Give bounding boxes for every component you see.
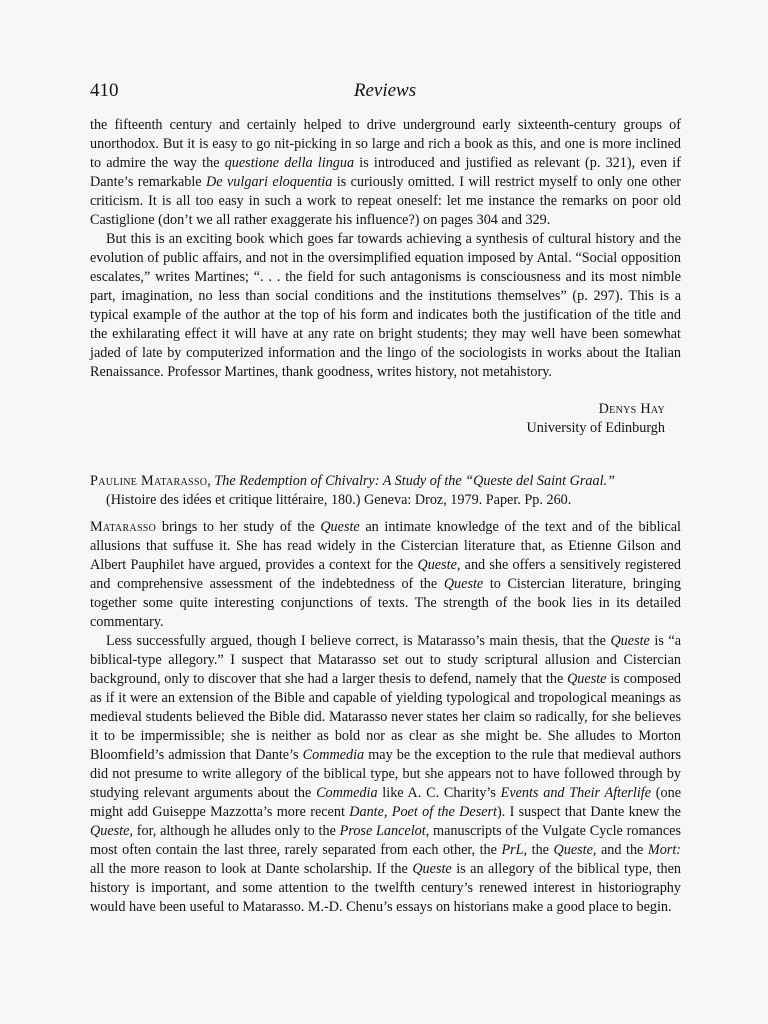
running-title: Reviews xyxy=(353,80,417,101)
review2-citation xyxy=(90,472,681,510)
text-run: Less successfully argued, though I believe correct, is Matarasso’s main thesis, that the xyxy=(106,633,611,649)
review2-paragraph-1 xyxy=(90,518,681,632)
citation-author-title xyxy=(90,472,681,491)
italic-run: PrL, xyxy=(501,842,528,858)
italic-run: Queste xyxy=(443,576,484,592)
small-caps-run: Pauline Matarasso xyxy=(90,473,208,489)
italic-run: Queste xyxy=(567,671,607,687)
italic-run: Queste xyxy=(610,633,650,649)
text-run: is curiously omitted. I will restrict myself to only one other criticism. It is all too easy in such a work to repeat oneself: let me instance the remarks on poor old Castiglione (don’t we all rather exaggerate his influence?) on pages 304 and 329. xyxy=(90,174,682,228)
text-run: But this is an exciting book which goes far towards achieving a synthesis of cultural history and the evolution of public affairs, and not in the oversimplified equation imposed by Antal. “Social opposition escalates,” writes Martines; “. . . the field for such antagonisms is consciousness and its most nimble part, imagination, no less than social conditions and the institutions themselves” (p. 297). This is a typical example of the author at the top of his form and indicates both the justification of the title and the exhilarating effect it will have at any rate on bright students; they may well have been somewhat jaded of late by computerized information and the lingo of the sociologists in works about the Italian Renaissance. Professor Martines, thank goodness, writes history, not metahistory. xyxy=(90,231,681,380)
italic-run: questione della lingua xyxy=(224,155,355,171)
page-body xyxy=(90,116,681,917)
italic-run: Mort: xyxy=(647,842,681,858)
text-run: (one might add Guiseppe Mazzotta’s more recent xyxy=(90,785,682,820)
italic-run: Dante, Poet of the Desert xyxy=(349,804,497,820)
italic-run: Queste xyxy=(320,519,360,535)
page-header xyxy=(90,80,680,104)
text-run: , xyxy=(207,473,215,489)
italic-run: De vulgari eloquentia xyxy=(206,174,333,190)
text-run: may be the exception to the rule that medieval authors did not presume to write allegory of the biblical type, but she appears not to have followed through by studying relevant arguments about the xyxy=(90,747,681,801)
review2-paragraph-2 xyxy=(90,632,681,917)
italic-run: Queste, xyxy=(553,842,597,858)
text-run: like A. C. Charity’s xyxy=(377,785,501,801)
text-run: an intimate knowledge of the text and of the biblical allusions that suffuse it. She has read widely in the Cistercian literature that, as Etienne Gilson and Albert Pauphilet have argued, provides a context for the xyxy=(90,519,682,573)
review1-paragraph-2 xyxy=(90,230,681,382)
text-run: the fifteenth century and certainly helped to drive underground early sixteenth-century groups of unorthodox. But it is easy to go nit-picking in so large and rich a book as this, and one is more inclined to admire the way the xyxy=(90,117,681,171)
italic-run: Commedia xyxy=(302,747,365,763)
reviewer-signature xyxy=(90,400,681,438)
text-run: the xyxy=(527,842,554,858)
italic-run: Queste, xyxy=(90,823,133,839)
reviewer-name: Denys Hay xyxy=(598,401,665,417)
page-number: 410 xyxy=(90,80,119,101)
italic-run: The Redemption of Chivalry: A Study of the “Queste del Saint Graal.” xyxy=(214,473,615,489)
text-run: and the xyxy=(596,842,648,858)
italic-run: Commedia xyxy=(316,785,378,801)
text-run: and she offers a sensitively registered and comprehensive assessment of the indebtedness of the xyxy=(90,557,681,592)
text-run: for, although he alludes only to the xyxy=(132,823,340,839)
text-run: is composed as if it were an extension of the Bible and capable of yielding typological and tropological meanings as medieval students believed the Bible did. Matarasso never states her claim so radically, for she believes it to be impermissible; she is neither as bold nor as clear as she might be. She alludes to Morton Bloomfield’s admission that Dante’s xyxy=(90,671,681,763)
italic-run: Queste, xyxy=(417,557,461,573)
text-run: manuscripts of the Vulgate Cycle romances most often contain the last three, rarely separated from each other, the xyxy=(90,823,681,858)
text-run: is introduced and justified as relevant (p. 321), even if Dante’s remarkable xyxy=(90,155,681,190)
small-caps-run: Matarasso xyxy=(90,519,157,535)
text-run: is “a biblical-type allegory.” I suspect that Matarasso set out to study scriptural allusion and Cistercian background, only to discover that she had a larger thesis to defend, namely that the xyxy=(90,633,681,687)
italic-run: Prose Lancelot, xyxy=(339,823,430,839)
italic-run: Queste xyxy=(412,861,452,877)
citation-publication-details: (Histoire des idées et critique littéraire, 180.) Geneva: Droz, 1979. Paper. Pp. 260. xyxy=(106,492,572,508)
text-run: brings to her study of the xyxy=(156,519,321,535)
italic-run: Events and Their Afterlife xyxy=(500,785,652,801)
text-run: all the more reason to look at Dante scholarship. If the xyxy=(90,861,413,877)
text-run: ). I suspect that Dante knew the xyxy=(496,804,681,820)
reviewer-affiliation: University of Edinburgh xyxy=(526,420,665,436)
text-run: is an allegory of the biblical type, then history is important, and some attention to the twelfth century’s renewed interest in historiography would have been useful to Matarasso. M.-D. Chenu’s essays on historians make a good place to begin. xyxy=(90,861,682,915)
review1-paragraph-1 xyxy=(90,116,681,230)
text-run: to Cistercian literature, bringing together some quite interesting conjunctions of texts. The strength of the book lies in its detailed commentary. xyxy=(90,576,681,630)
